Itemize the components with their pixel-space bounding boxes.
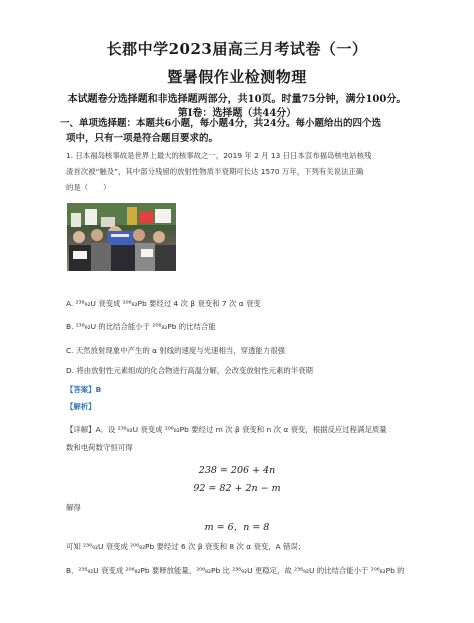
explanation-line1: 【详解】A．设 ²³⁸₉₂U 衰变成 ²⁰⁶₈₂Pb 要经过 m 次 β 衰变和 n 次 α 衰变，根据反应过程满足质量	[66, 425, 387, 434]
option-d: D. 将由放射性元素组成的化合物进行高温分解，会改变放射性元素的半衰期	[66, 366, 313, 375]
analysis-label	[66, 400, 416, 414]
section-heading-line1: 一、单项选择题：本题共6小题，每小题4分，共24分。每小题给出的四个选	[60, 118, 381, 129]
protest-photo-drawing	[67, 203, 176, 271]
exam-subtitle: 暨暑假作业检测物理	[167, 68, 307, 86]
option-a: A. ²³⁸₉₂U 衰变成 ²⁰⁶₈₂Pb 要经过 4 次 β 衰变和 7 次 α 衰变	[66, 299, 261, 308]
explanation-line2: 数和电荷数守恒可得	[66, 443, 133, 452]
option-c: C. 天然放射现象中产生的 α 射线的速度与光速相当，穿透能力很强	[66, 346, 285, 355]
equation-1: 238 = 206 + 4n	[198, 465, 276, 476]
exam-note: 本试题卷分选择题和非选择题两部分，共10页。时量75分钟，满分100分。	[67, 94, 407, 105]
question-stem-line2: 渣首次被“触及”，其中部分残留的放射性物质半衰期可长达 1570 万年，下列有关说法正确	[66, 167, 364, 176]
question-stem-line1: 1. 日本福岛核事故是世界上最大的核事故之一，2019 年 2 月 13 日日本宣布福岛核电站核残	[66, 151, 372, 160]
equation-2: 92 = 82 + 2n − m	[193, 483, 281, 494]
exam-title: 长郡中学2023届高三月考试卷（一）	[106, 40, 368, 58]
part-heading: 第Ⅰ卷：选择题（共44分）	[177, 108, 297, 119]
answer-label	[66, 383, 416, 397]
answer-text: 【答案】B	[66, 385, 102, 394]
explanation-b: B．²³⁸₉₂U 衰变成 ²⁰⁶₈₂Pb 要释放能量，²⁰⁶₈₂Pb 比 ²³⁸₉₂U 更稳定，故 ²³⁸₉₂U 的比结合能小于 ²⁰⁶₈₂Pb 的	[66, 566, 405, 575]
solve-label: 解得	[66, 503, 81, 512]
protest-photo	[67, 203, 176, 271]
section-heading-line2: 项中，只有一项是符合题目要求的。	[66, 133, 219, 144]
solve-result: m = 6，n = 8	[204, 522, 270, 533]
conclusion-a: 可知 ²³⁸₉₂U 衰变成 ²⁰⁶₈₂Pb 要经过 6 次 β 衰变和 8 次 α 衰变，A 错误；	[66, 542, 306, 551]
analysis-text: 【解析】	[66, 402, 96, 411]
option-b: B. ²³⁸₉₂U 的比结合能小于 ²⁰⁶₈₂Pb 的比结合能	[66, 322, 216, 331]
question-stem-line3: 的是（ ）	[66, 183, 111, 192]
